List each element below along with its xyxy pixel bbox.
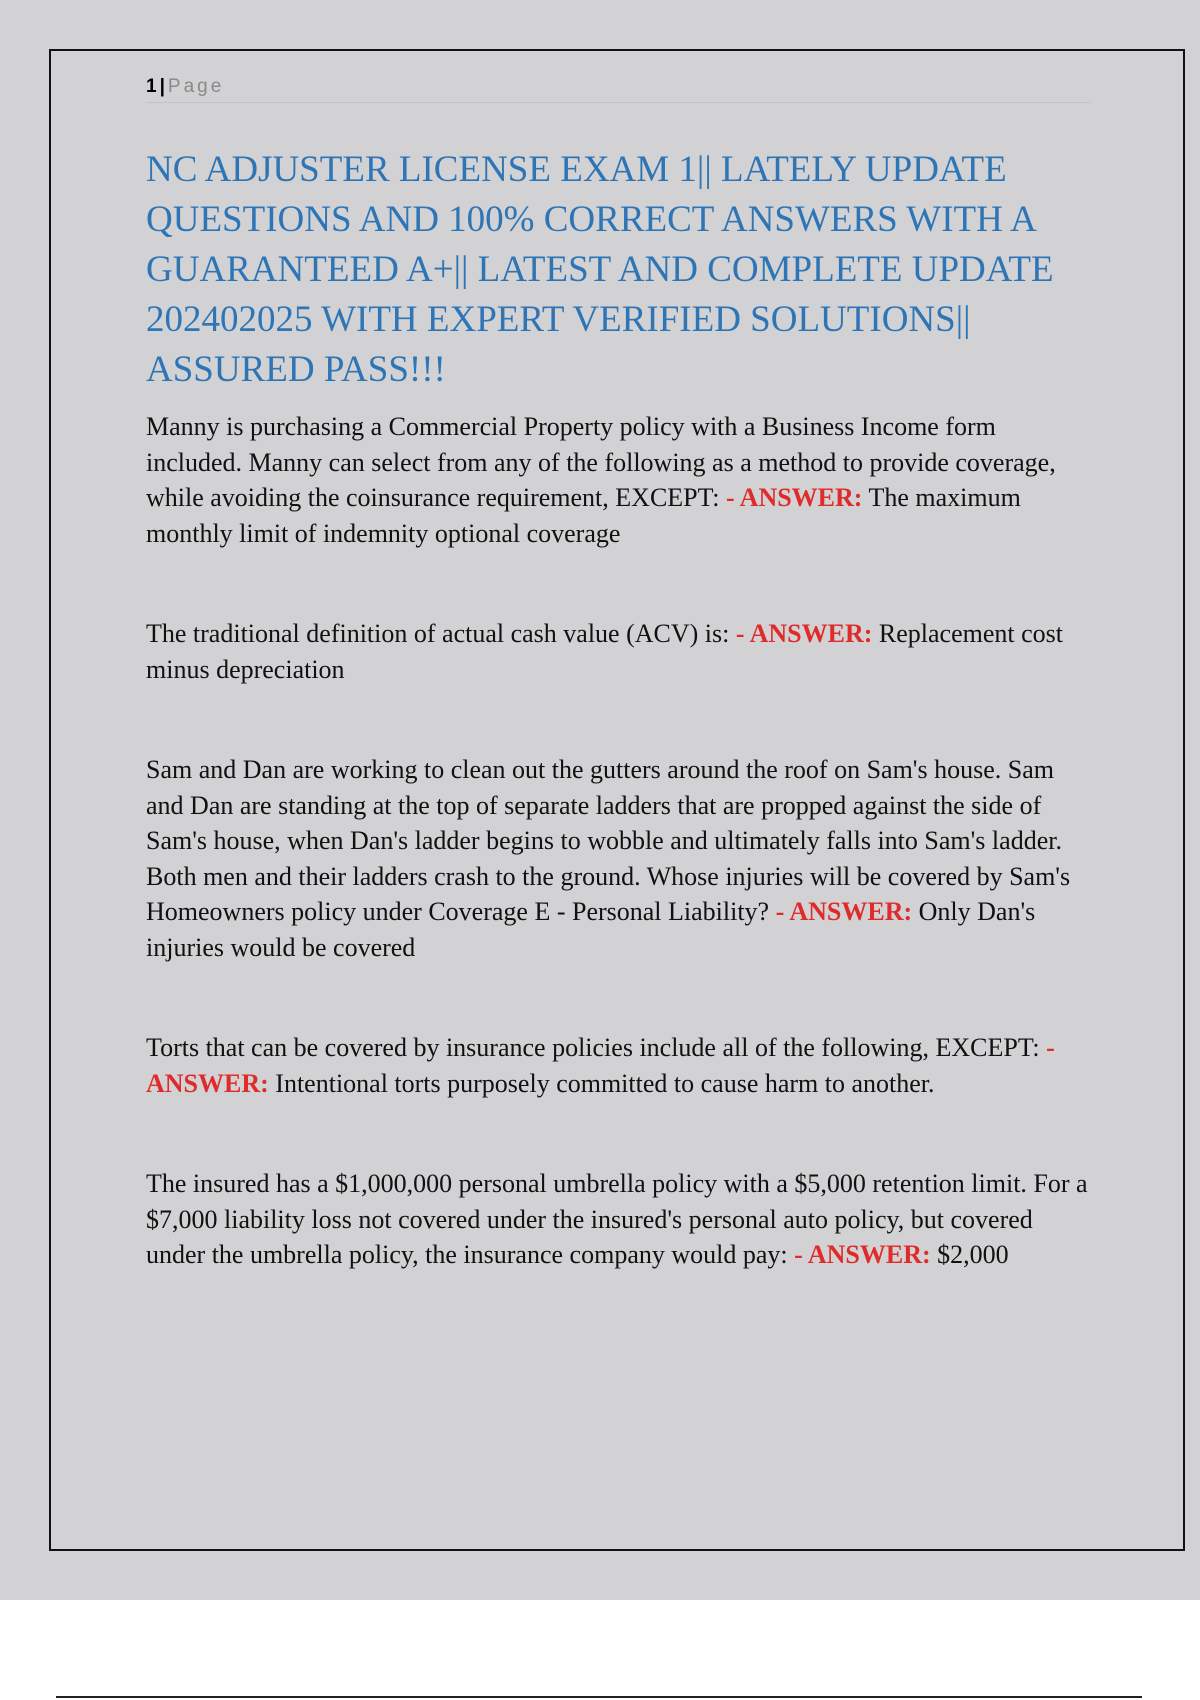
answer-label: - ANSWER:: [146, 1033, 1055, 1098]
answer-text: Only Dan's injuries would be covered: [146, 897, 1036, 962]
question-text: The traditional definition of actual cash value (ACV) is:: [146, 619, 730, 648]
question-text: The insured has a $1,000,000 personal umbrella policy with a $5,000 retention limit. For a $7,000 liability loss not covered under the insured's personal auto policy, but covered under the umbrella policy, the insurance company would pay:: [146, 1169, 1088, 1269]
page-header: [146, 74, 1091, 103]
answer-text: Intentional torts purposely committed to cause harm to another.: [275, 1068, 935, 1098]
answer-label: - ANSWER:: [735, 619, 873, 648]
page-separator: |: [159, 76, 165, 97]
answer-text: $2,000: [937, 1240, 1009, 1269]
question-item-2: [146, 616, 1096, 687]
question-item-4: [146, 1030, 1096, 1101]
question-list: [146, 409, 1096, 1273]
answer-text: The maximum monthly limit of indemnity optional coverage: [146, 483, 1021, 548]
question-item-1: [146, 409, 1096, 551]
page-number: 1: [146, 76, 157, 97]
answer-text: Replacement cost minus depreciation: [146, 619, 1063, 684]
footer-divider: [56, 1696, 1142, 1698]
question-text: Manny is purchasing a Commercial Property policy with a Business Income form included. Manny can select from any of the following as a method to provide coverage, while avoiding the coinsurance requirement, EXCEPT:: [146, 412, 1056, 512]
question-text: Sam and Dan are working to clean out the gutters around the roof on Sam's house. Sam and Dan are standing at the top of separate ladders that are propped against the side of Sam's house, when Dan's ladder begins to wobble and ultimately falls into Sam's ladder. Both men and their ladders crash to the ground. Whose injuries will be covered by Sam's Homeowners policy under Coverage E - Personal Liability?: [146, 755, 1071, 926]
answer-label: - ANSWER:: [725, 483, 863, 512]
answer-label: - ANSWER:: [775, 897, 913, 926]
question-text: Torts that can be covered by insurance policies include all of the following, EXCEPT:: [146, 1033, 1040, 1062]
answer-label: - ANSWER:: [794, 1240, 931, 1269]
page-word: Page: [167, 76, 225, 97]
question-item-5: [146, 1166, 1096, 1273]
document-title: NC ADJUSTER LICENSE EXAM 1|| LATELY UPDATE QUESTIONS AND 100% CORRECT ANSWERS WITH A GUARANTEED A+|| LATEST AND COMPLETE UPDATE 202402025 WITH EXPERT VERIFIED SOLUTIONS|| ASSURED PASS!!!: [146, 149, 1054, 390]
question-item-3: [146, 752, 1096, 965]
